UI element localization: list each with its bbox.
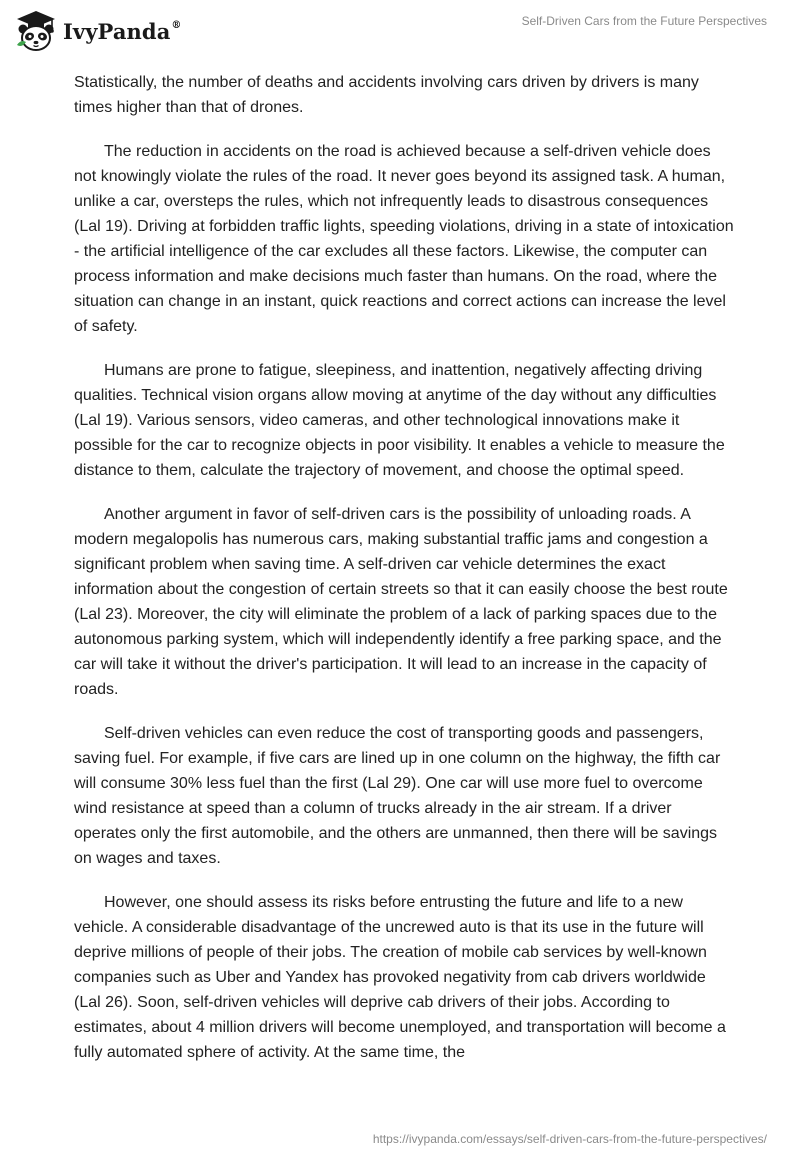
paragraph-5: Self-driven vehicles can even reduce the cost of transporting goods and passengers, saving fuel. For example, if five cars are lined up in one column on the highway, the fifth car will consume 30% less fuel than the first (Lal 29). One car will use more fuel to overcome wind resistance at speed than a column of trucks already in the air stream. If a driver operates only the first automobile, and the others are unmanned, then there will be savings on wages and taxes. — [74, 725, 721, 867]
paragraph-2: The reduction in accidents on the road is achieved because a self-driven vehicle does not knowingly violate the rules of the road. It never goes beyond its assigned task. A human, unlike a car, oversteps the rules, which not infrequently leads to disastrous consequences (Lal 19). Driving at forbidden traffic lights, speeding violations, driving in a state of intoxication - the artificial intelligence of the car excludes all these factors. Likewise, the computer can process information and make decisions much faster than humans. On the road, where the situation can change in an instant, quick reactions and correct actions can increase the level of safety. — [74, 143, 734, 335]
ivypanda-logo[interactable] — [14, 9, 182, 53]
page-header — [0, 0, 800, 60]
panda-graduation-cap-icon — [14, 9, 58, 53]
registered-mark: ® — [171, 19, 182, 31]
paragraph-3: Humans are prone to fatigue, sleepiness, and inattention, negatively affecting driving qualities. Technical vision organs allow moving at anytime of the day without any difficulties (Lal 19). Various sensors, video cameras, and other technological innovations make it possible for the car to recognize objects in poor visibility. It enables a vehicle to measure the distance to them, calculate the trajectory of movement, and choose the optimal speed. — [74, 362, 725, 479]
essay-body — [74, 70, 734, 1084]
source-url[interactable]: https://ivypanda.com/essays/self-driven-cars-from-the-future-perspectives/ — [372, 1132, 767, 1146]
logo-name: IvyPanda — [63, 18, 171, 44]
paragraph-6: However, one should assess its risks before entrusting the future and life to a new vehicle. A considerable disadvantage of the uncrewed auto is that its use in the future will deprive millions of people of their jobs. The creation of mobile cab services by well-known companies such as Uber and Yandex has provoked negativity from cab drivers worldwide (Lal 26). Soon, self-driven vehicles will deprive cab drivers of their jobs. According to estimates, about 4 million drivers will become unemployed, and transportation will become a fully automated sphere of activity. At the same time, the — [74, 894, 726, 1061]
paragraph-1: Statistically, the number of deaths and accidents involving cars driven by drivers is many times higher than that of drones. — [74, 74, 699, 116]
paragraph-4: Another argument in favor of self-driven cars is the possibility of unloading roads. A modern megalopolis has numerous cars, making substantial traffic jams and congestion a significant problem when saving time. A self-driven car vehicle determines the exact information about the congestion of certain streets so that it can easily choose the best route (Lal 23). Moreover, the city will eliminate the problem of a lack of parking spaces due to the autonomous parking system, which will independently identify a free parking space, and the car will take it without the driver's participation. It will lead to an increase in the capacity of roads. — [74, 506, 728, 698]
document-title: Self-Driven Cars from the Future Perspectives — [521, 14, 767, 28]
logo-wordmark — [63, 19, 182, 44]
